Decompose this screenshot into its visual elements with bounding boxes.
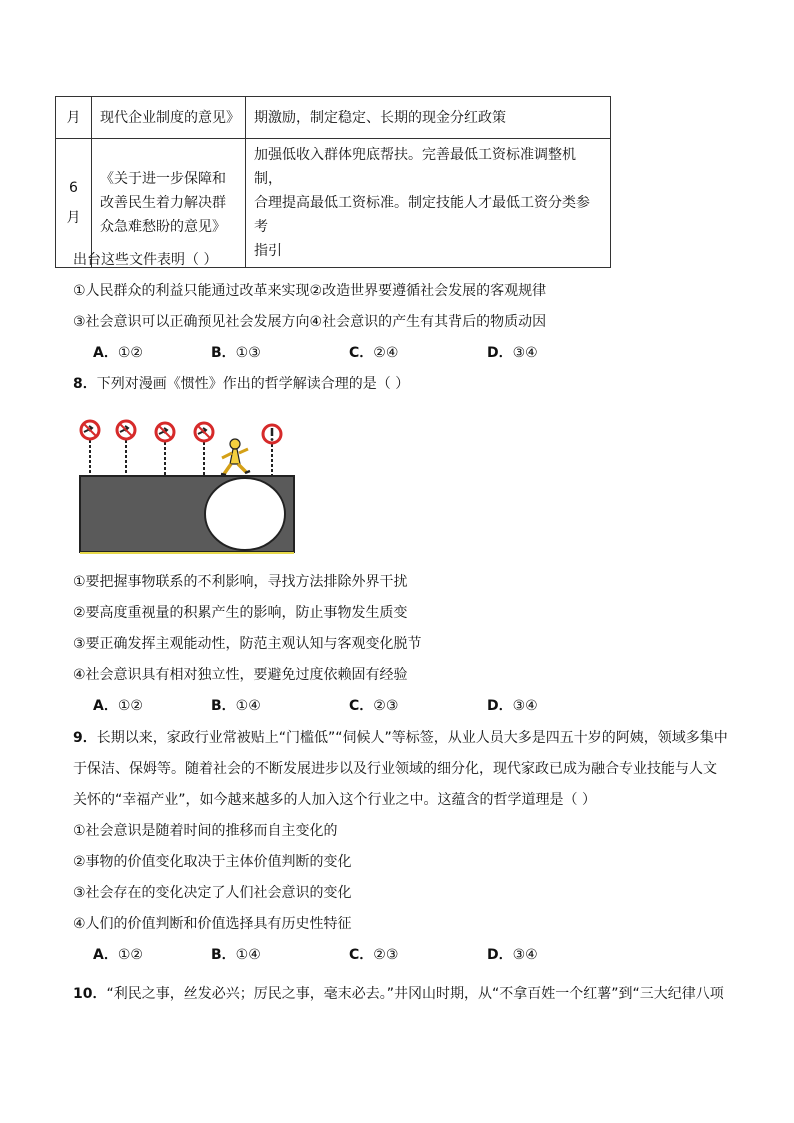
choice-d[interactable]: D．③④ bbox=[487, 345, 538, 361]
month-cell: 6 月 bbox=[56, 139, 92, 268]
q8-option-line: ①要把握事物联系的不利影响，寻找方法排除外界干扰 bbox=[73, 574, 408, 590]
document-cell: 《关于进一步保障和 改善民生着力解决群 众急难愁盼的意见》 bbox=[92, 139, 246, 268]
q7-option-line: ③社会意识可以正确预见社会发展方向④社会意识的产生有其背后的物质动因 bbox=[73, 314, 547, 330]
choice-b[interactable]: B．①④ bbox=[211, 947, 261, 963]
choice-d[interactable]: D．③④ bbox=[487, 698, 538, 714]
q8-option-line: ③要正确发挥主观能动性，防范主观认知与客观变化脱节 bbox=[73, 636, 422, 652]
q9-option-line: ①社会意识是随着时间的推移而自主变化的 bbox=[73, 823, 338, 839]
q8-option-line: ②要高度重视量的积累产生的影响，防止事物发生质变 bbox=[73, 605, 408, 621]
q9-stem: 9．长期以来，家政行业常被贴上“门槛低”“伺候人”等标签，从业人员大多是四五十岁的阿姨，领域多集中 bbox=[73, 730, 728, 746]
q10-stem: 10．“利民之事，丝发必兴；厉民之事，毫末必去。”井冈山时期，从“不拿百姓一个红薯”到“三大纪律八项 bbox=[73, 986, 724, 1002]
no-turn-sign-icon bbox=[156, 423, 174, 441]
choice-a[interactable]: A．①② bbox=[93, 947, 143, 963]
hole bbox=[205, 478, 285, 550]
q8-option-line: ④社会意识具有相对独立性，要避免过度依赖固有经验 bbox=[73, 667, 408, 683]
choice-b[interactable]: B．①③ bbox=[211, 345, 261, 361]
policy-table bbox=[55, 96, 611, 268]
month-cell: 月 bbox=[56, 97, 92, 139]
q9-option-line: ④人们的价值判断和价值选择具有历史性特征 bbox=[73, 916, 352, 932]
choice-c[interactable]: C．②④ bbox=[349, 345, 399, 361]
q9-option-line: ②事物的价值变化取决于主体价值判断的变化 bbox=[73, 854, 352, 870]
running-person-icon bbox=[221, 439, 250, 475]
q7-option-line: ①人民群众的利益只能通过改革来实现②改造世界要遵循社会发展的客观规律 bbox=[73, 283, 547, 299]
q9-stem: 于保洁、保姆等。随着社会的不断发展进步以及行业领域的细分化，现代家政已成为融合专业技能与人文 bbox=[73, 761, 717, 777]
choice-c[interactable]: C．②③ bbox=[349, 947, 399, 963]
q7-stem: 出台这些文件表明（ ） bbox=[73, 252, 218, 268]
no-turn-sign-icon bbox=[81, 421, 99, 439]
table-row bbox=[56, 97, 611, 139]
q9-stem: 关怀的“幸福产业”，如今越来越多的人加入这个行业之中。这蕴含的哲学道理是（ ） bbox=[73, 792, 596, 808]
q9-option-line: ③社会存在的变化决定了人们社会意识的变化 bbox=[73, 885, 352, 901]
content-cell: 期激励，制定稳定、长期的现金分红政策 bbox=[246, 97, 611, 139]
choice-d[interactable]: D．③④ bbox=[487, 947, 538, 963]
table-row bbox=[56, 139, 611, 268]
choice-b[interactable]: B．①④ bbox=[211, 698, 261, 714]
inertia-cartoon bbox=[74, 418, 300, 556]
document-cell: 现代企业制度的意见》 bbox=[92, 97, 246, 139]
content-cell: 加强低收入群体兜底帮扶。完善最低工资标准调整机制， 合理提高最低工资标准。制定技能人才最低工资分类参考 指引 bbox=[246, 139, 611, 268]
warning-sign-icon bbox=[263, 425, 281, 443]
q8-stem: 8．下列对漫画《惯性》作出的哲学解读合理的是（ ） bbox=[73, 376, 410, 392]
choice-a[interactable]: A．①② bbox=[93, 345, 143, 361]
no-turn-sign-icon bbox=[117, 421, 135, 439]
no-turn-sign-icon bbox=[195, 423, 213, 441]
choice-c[interactable]: C．②③ bbox=[349, 698, 399, 714]
choice-a[interactable]: A．①② bbox=[93, 698, 143, 714]
